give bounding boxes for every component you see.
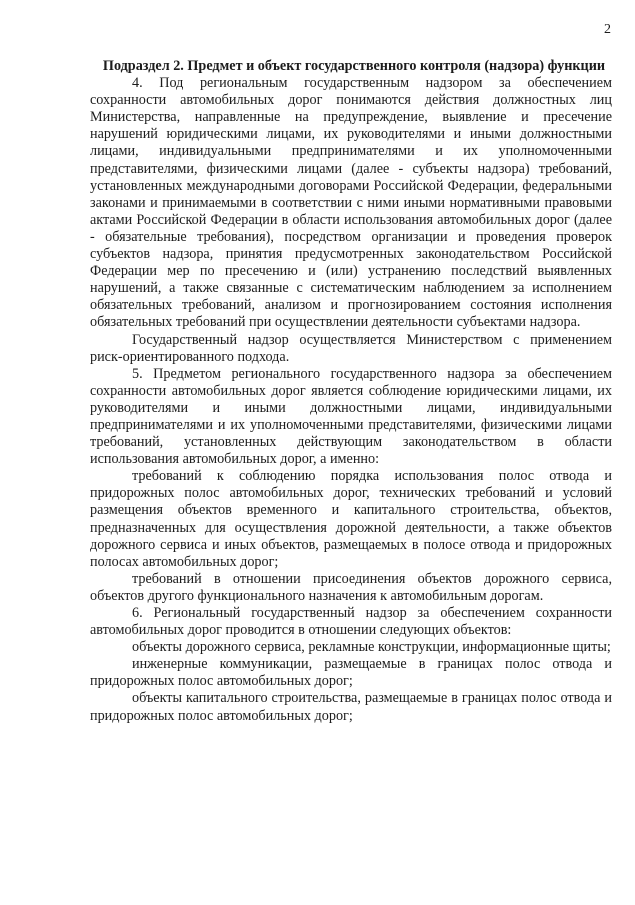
paragraph-5-subject: 5. Предметом регионального государственного надзора за обеспечением сохранности автомобильных дорог является соблюдение юридическими лицами, их руководителями и иными должностными лицами, индивидуальными предпринимателями и их уполномоченными представителями, физическими лицами требований, установленных действующим законодательством в области использования автомобильных дорог, а именно: [90, 365, 612, 468]
section-heading: Подраздел 2. Предмет и объект государственного контроля (надзора) функции [102, 58, 606, 74]
paragraph-risk-approach: Государственный надзор осуществляется Министерством с применением риск-ориентированного подхода. [90, 331, 612, 365]
paragraph-6-objects: 6. Региональный государственный надзор за обеспечением сохранности автомобильных дорог проводится в отношении следующих объектов: [90, 605, 612, 639]
list-item-capital-construction: объекты капитального строительства, размещаемые в границах полос отвода и придорожных полос автомобильных дорог; [90, 690, 612, 724]
paragraph-requirements-connection: требований в отношении присоединения объектов дорожного сервиса, объектов другого функционального назначения к автомобильным дорогам. [90, 570, 612, 604]
paragraph-4-definition: 4. Под региональным государственным надзором за обеспечением сохранности автомобильных дорог понимаются действия должностных лиц Министерства, направленные на предупреждение, выявление и пресечение нарушений юридическими лицами, их руководителями и иными должностными лицами, индивидуальными предпринимателями и их уполномоченными представителями, физическими лицами (далее - субъекты надзора) требований, установленных международными договорами Российской Федерации, федеральными законами и принимаемыми в соответствии с ними иными нормативными правовыми актами Российской Федерации в области использования автомобильных дорог (далее - обязательные требования), посредством организации и проведения проверок субъектов надзора, принятия предусмотренных законодательством Российской Федерации мер по пресечению и (или) устранению последствий выявленных нарушений, а также связанные с систематическим наблюдением за исполнением обязательных требований, анализом и прогнозированием состояния исполнения обязательных требований при осуществлении деятельности субъектами надзора. [90, 75, 612, 331]
page-number: 2 [604, 22, 611, 37]
list-item-engineering: инженерные коммуникации, размещаемые в границах полос отвода и придорожных полос автомобильных дорог; [90, 656, 612, 690]
list-item-road-service: объекты дорожного сервиса, рекламные конструкции, информационные щиты; [132, 639, 611, 656]
paragraph-requirements-placement: требований к соблюдению порядка использования полос отвода и придорожных полос автомобильных дорог, технических требований и условий размещения объектов временного и капитального строительства, объектов, предназначенных для осуществления дорожной деятельности, а также объектов дорожного сервиса и иных объектов, размещаемых в полосе отвода и придорожных полосах автомобильных дорог; [90, 468, 612, 570]
document-body [90, 58, 612, 725]
